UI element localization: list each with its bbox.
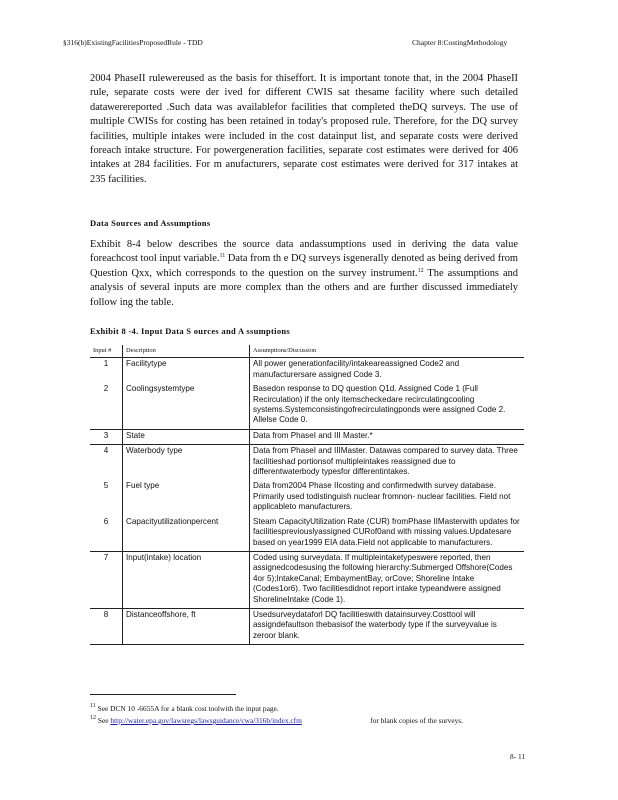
- table-row: [90, 480, 524, 515]
- row-number: 1: [103, 359, 109, 369]
- table-row: [90, 445, 524, 481]
- footnote-ref-12[interactable]: 12: [417, 267, 424, 274]
- paragraph-text-b: Data from th e DQ surveys isgenerally denoted as being derived from Question Qxx, which corresponds to the question on the survey instrument.: [90, 253, 518, 279]
- row-assumptions: All power generationfacility/intakeareassigned Code2 and manufacturersare assigned Code 3.: [250, 358, 525, 383]
- table-row: [90, 608, 524, 644]
- surveys-link[interactable]: http://water.epa.gov/lawsregs/lawsguidance/cwa/316b/index.cfm: [110, 716, 302, 725]
- table-row: [90, 383, 524, 429]
- row-description: Coolingsystemtype: [123, 383, 250, 429]
- footnote-mark: 11: [90, 703, 96, 709]
- page-number: 8- 11: [510, 752, 526, 761]
- table-row: [90, 551, 524, 608]
- table-header-row: [90, 345, 524, 358]
- row-assumptions: Data from PhaseI and IIIMaster. Datawas compared to survey data. Three facilitieshad portionsof multipleintakes reassigned due to differentwaterbody typesfor differentintakes.: [250, 445, 525, 481]
- row-description: Facilitytype: [123, 358, 250, 383]
- footnote-divider: [90, 694, 236, 695]
- table-row: [90, 358, 524, 383]
- row-description: Input(intake) location: [123, 551, 250, 608]
- row-description: Capacityutilizationpercent: [123, 516, 250, 552]
- footnote-12: [90, 716, 463, 725]
- row-description: Distanceoffshore, ft: [123, 608, 250, 644]
- table-row: [90, 429, 524, 444]
- exhibit-table: [90, 345, 524, 645]
- row-assumptions: Basedon response to DQ question Q1d. Assigned Code 1 (Full Recirculation) if the only itemscheckedare recirculatingcooling systems.Systemconsistingofrecirculatingponds were assigned Code 2. Allelse Code 0.: [250, 383, 525, 429]
- intro-paragraph: 2004 PhaseII rulewereused as the basis for thiseffort. It is important tonote that, in the 2004 PhaseII rule, separate costs were der ived for different CWIS sat thesame facility where such detailed datawerereported .Such data was availablefor facilities that completed theDQ surveys. The use of multiple CWISs for costing has been retained in today's proposed rule. Therefore, for the DQ survey facilities, multiple intakes were included in the cost datainput list, and separate costs were derived foreach intake structure. For powergeneration facilities, separate cost estimates were derived for 406 intakes at 284 facilities. For m anufacturers, separate cost estimates were derived for 317 intakes at 235 facilities.: [90, 73, 518, 185]
- row-number: 6: [103, 516, 109, 526]
- table-row: [90, 516, 524, 552]
- exhibit-title: Exhibit 8 -4. Input Data S ources and A ssumptions: [90, 326, 291, 336]
- section-heading: Data Sources and Assumptions: [90, 218, 211, 228]
- row-number: 4: [90, 445, 123, 481]
- header-description: Description: [123, 345, 250, 358]
- running-header-title: §316(b)ExistingFacilitiesProposedRule - TDD: [63, 38, 203, 47]
- footnote-text: See: [97, 716, 109, 725]
- footnote-ref-11[interactable]: 11: [219, 253, 226, 260]
- footnote-mark: 12: [90, 715, 96, 721]
- row-number: 8: [90, 608, 123, 644]
- header-assumptions: Assumptions/Discussion: [250, 345, 525, 358]
- footnote-text: See DCN 10 -6655A for a blank cost toolwith the input page.: [97, 704, 279, 713]
- paragraph-text-c: The assumptions and analysis of several inputs are more complex than the others and are further discussed immediately follow ing the table.: [90, 267, 518, 308]
- row-assumptions: Data from PhaseI and III Master.*: [250, 429, 525, 444]
- row-assumptions: Usedsurveydataforl DQ facilitieswith datainsurvey.Costtool will assigndefaultson thebasisof the waterbody type if the surveyvalue is zeroor blank.: [250, 608, 525, 644]
- row-number: 5: [103, 481, 109, 491]
- data-sources-paragraph: [90, 238, 518, 310]
- paragraph-text-a: Exhibit 8-4 below describes the source data andassumptions used in deriving the data value foreachcost tool input variable.: [90, 239, 518, 265]
- footnote-text: for blank copies of the surveys.: [370, 716, 464, 725]
- running-header-chapter: Chapter 8:CostingMethodology: [412, 38, 508, 47]
- row-assumptions: Steam CapacityUtilization Rate (CUR) fromPhase IIMasterwith updates for facilitiespreviouslyassigned CURof0and with missing values.Updatesare based on year1999 EIA data.Field not applicable to manufacturers.: [250, 516, 525, 552]
- header-input-number: Input #: [90, 345, 123, 358]
- row-description: State: [123, 429, 250, 444]
- row-assumptions: Data from2004 Phase IIcosting and confirmedwith survey database. Primarily used todistinguish nuclear fromnon- nuclear facilities. Field not applicableto manufacturers.: [250, 480, 525, 515]
- row-description: Waterbody type: [123, 445, 250, 481]
- row-number: 3: [90, 429, 123, 444]
- row-number: 2: [103, 384, 109, 394]
- row-number: 7: [90, 551, 123, 608]
- row-assumptions: Coded using surveydata. If multipleintaketypeswere reported, then assignedcodesusing the following hierarchy:Submerged Offshore(Codes 4or 5);IntakeCanal; EmbaymentBay, orCove; Shoreline Intake (Codes1or6). Two facilitiesdidnot report intake typeandwere assigned ShorelineIntake (Code 1).: [250, 551, 525, 608]
- footnote-11: [90, 704, 279, 713]
- row-description: Fuel type: [123, 480, 250, 515]
